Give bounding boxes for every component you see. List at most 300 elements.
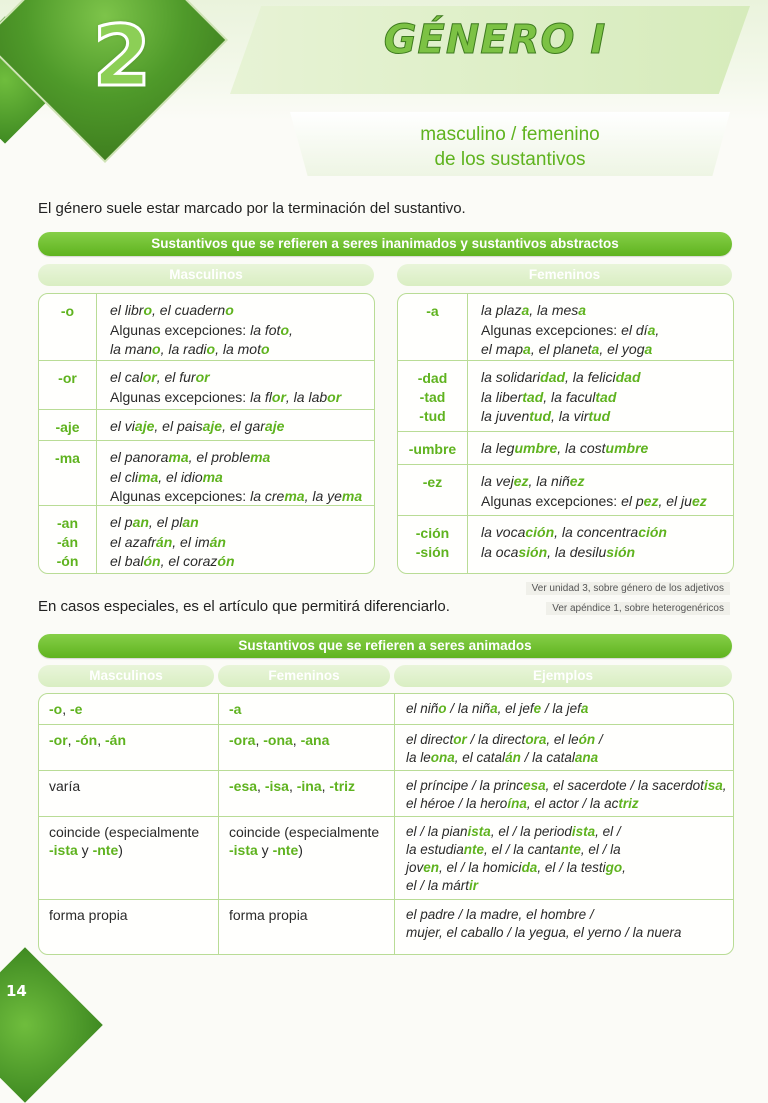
text-segment: , el catal — [454, 750, 506, 765]
text-segment: y — [257, 842, 273, 858]
fem-table — [397, 293, 734, 574]
example-line — [481, 472, 707, 492]
intro-text-2: En casos especiales, es el artículo que permitirá diferenciarlo. — [38, 598, 450, 615]
text-segment: , el / la testi — [537, 860, 606, 875]
masc-ending-cell — [49, 700, 82, 718]
masc-ending-cell — [49, 906, 128, 924]
ending-highlight: dad — [615, 369, 641, 385]
ending-highlight: o — [438, 701, 447, 716]
animate-row — [39, 724, 733, 771]
ending-highlight: o — [152, 341, 161, 357]
ending-highlight: ez — [643, 492, 659, 509]
subtitle-line-1: masculino / femenino — [420, 124, 600, 145]
ending-highlight: -ón — [75, 732, 98, 748]
text-segment: forma propia — [49, 907, 128, 923]
text-segment: , el sacerdote / la sacerdot — [545, 778, 704, 793]
text-segment: , el idio — [158, 468, 203, 485]
fem-ending-cell — [229, 731, 329, 749]
ending-highlight: án — [209, 533, 226, 550]
text-segment: el padre / la madre, el hombre / — [406, 907, 594, 922]
anim-masc-heading: Masculinos — [38, 665, 214, 687]
text-segment: la fot — [250, 321, 281, 338]
cell-line — [229, 777, 355, 795]
text-segment: jov — [406, 860, 424, 875]
cell-line — [406, 700, 588, 718]
ending-highlight: -nte — [92, 842, 119, 858]
ending-highlight: ez — [691, 492, 707, 509]
text-segment: , el le — [546, 732, 579, 747]
ending-highlight: ona — [430, 750, 455, 765]
text-segment: la solidari — [481, 369, 541, 385]
ending-highlight: -ona — [263, 732, 293, 748]
ending-highlight: ma — [168, 449, 189, 465]
text-segment: / la niñ — [446, 701, 491, 716]
examples — [481, 472, 707, 511]
ending-highlight: a — [523, 341, 531, 357]
text-segment: , — [622, 860, 626, 875]
text-segment: el p — [621, 492, 644, 509]
text-segment: , la radi — [160, 341, 207, 357]
example-line — [481, 340, 659, 360]
text-segment: la liber — [481, 388, 523, 405]
suffix-label: -ez — [422, 474, 443, 490]
ending-highlight: aje — [134, 418, 155, 434]
examples — [481, 301, 659, 360]
example-line — [481, 321, 659, 341]
masc-heading: Masculinos — [38, 264, 374, 286]
cell-line — [406, 823, 626, 841]
ending-highlight: -án — [105, 732, 126, 748]
cell-line — [229, 700, 241, 718]
ending-highlight: -e — [70, 701, 83, 717]
text-segment: , — [255, 732, 264, 748]
text-segment: el azafr — [110, 533, 156, 550]
text-segment: el libr — [110, 302, 144, 318]
text-segment: , el proble — [188, 449, 251, 465]
ending-highlight: -or — [49, 732, 68, 748]
ending-highlight: ína — [507, 796, 527, 811]
text-segment: mujer, el caballo / la yegua, el yerno / la nuera — [406, 925, 682, 940]
ending-highlight: -ista — [49, 842, 78, 858]
ending-highlight: umbre — [605, 440, 649, 456]
ending-highlight: -ista — [229, 842, 258, 858]
text-segment: la man — [110, 341, 153, 357]
ending-highlight: ora — [525, 732, 547, 747]
ending-highlight: e — [533, 701, 542, 716]
example-line — [110, 533, 235, 553]
animate-row — [39, 816, 733, 900]
text-segment: , el planet — [530, 341, 592, 357]
ending-highlight: án — [505, 750, 521, 765]
text-segment: / — [595, 732, 603, 747]
ending-highlight: ma — [202, 468, 223, 485]
ending-highlight: a — [644, 341, 653, 357]
fem-ending-cell — [229, 777, 355, 795]
text-segment: forma propia — [229, 907, 308, 923]
text-segment: , el gar — [222, 418, 265, 434]
cell-line — [406, 924, 681, 942]
section-animate-bar: Sustantivos que se refieren a seres animados — [38, 634, 732, 658]
text-segment: el panora — [110, 449, 169, 465]
fem-ending-cell — [229, 823, 379, 859]
example-line — [110, 468, 362, 488]
ending-highlight: o — [280, 321, 290, 338]
ending-highlight: -triz — [329, 778, 356, 794]
ending-highlight: an — [132, 514, 149, 530]
text-segment: , la lab — [285, 388, 328, 405]
text-segment: , — [722, 778, 727, 793]
ending-highlight: ista — [467, 824, 491, 839]
text-segment: , la ye — [304, 488, 342, 504]
example-line — [110, 417, 284, 437]
text-segment: , el pl — [148, 514, 183, 530]
text-segment: la voca — [481, 524, 526, 540]
text-segment: , el actor / la ac — [526, 796, 619, 811]
side-note-adjectives: Ver unidad 3, sobre género de los adjetivos — [526, 582, 730, 595]
examples — [481, 439, 648, 459]
text-segment: , la felici — [565, 369, 616, 385]
text-segment: y — [77, 842, 93, 858]
text-segment: , el / la period — [490, 824, 572, 839]
text-segment: la cre — [250, 488, 285, 504]
cell-line — [406, 731, 603, 749]
suffix-label: -a — [426, 303, 439, 319]
text-segment: Algunas excepciones: — [481, 492, 622, 509]
text-segment: varía — [49, 778, 81, 794]
cell-line — [229, 731, 329, 749]
chapter-number: 2 — [92, 7, 152, 105]
text-segment: , el yog — [599, 341, 645, 357]
animate-table — [38, 693, 734, 955]
ending-highlight: ma — [138, 468, 159, 485]
ending-highlight: isa — [703, 778, 723, 793]
text-segment: el direct — [406, 732, 454, 747]
text-segment: la le — [406, 750, 431, 765]
text-segment: el / la márt — [406, 878, 470, 893]
text-segment: la juven — [481, 408, 530, 424]
ending-highlight: o — [260, 341, 270, 357]
example-line — [110, 340, 293, 360]
text-segment: , la vir — [551, 408, 589, 424]
example-line — [110, 388, 341, 408]
cell-line — [406, 859, 626, 877]
text-segment: / la direct — [466, 732, 526, 747]
suffix-label: -or — [58, 370, 77, 386]
cell-line — [49, 823, 199, 841]
example-cell — [406, 731, 603, 767]
anim-fem-heading: Femeninos — [218, 665, 390, 687]
suffix-label: -aje — [55, 419, 80, 435]
ending-highlight: nte — [560, 842, 581, 857]
fem-row — [398, 431, 733, 465]
ending-highlight: tud — [529, 408, 552, 424]
suffix-label: -o — [60, 303, 75, 319]
cell-line — [406, 749, 603, 767]
masc-table — [38, 293, 375, 574]
text-segment: , — [655, 321, 660, 338]
intro-text-1: El género suele estar marcado por la terminación del sustantivo. — [38, 200, 466, 217]
ending-highlight: or — [453, 732, 467, 747]
example-cell — [406, 906, 681, 942]
text-segment: , la cost — [557, 440, 606, 456]
example-line — [110, 368, 341, 388]
ending-highlight: ista — [571, 824, 596, 839]
ending-highlight: a — [591, 341, 600, 357]
ending-highlight: a — [578, 302, 587, 318]
ending-highlight: tad — [595, 388, 617, 405]
chapter-title: GÉNERO I — [383, 17, 607, 63]
ending-highlight: o — [143, 302, 153, 318]
text-segment: el príncipe / la princ — [406, 778, 524, 793]
text-segment: Algunas excepciones: — [110, 321, 251, 338]
text-segment: , el fur — [156, 369, 196, 385]
text-segment: , la desilu — [547, 543, 607, 560]
ending-highlight: ma — [341, 488, 363, 504]
example-line — [110, 301, 293, 321]
ending-highlight: triz — [618, 796, 639, 811]
ending-highlight: ón — [217, 553, 235, 569]
text-segment: , el ju — [658, 492, 692, 509]
anim-examples-heading: Ejemplos — [394, 665, 732, 687]
text-segment: el cal — [110, 369, 143, 385]
examples — [481, 523, 667, 562]
ending-highlight: a — [647, 321, 656, 338]
text-segment: , la niñ — [528, 473, 570, 489]
example-line — [481, 388, 641, 408]
ending-highlight: ez — [513, 473, 529, 489]
text-segment: / la jef — [541, 701, 581, 716]
cell-line — [406, 795, 726, 813]
example-line — [110, 552, 235, 572]
ending-highlight: -ora — [229, 732, 256, 748]
example-line — [481, 301, 659, 321]
cell-line — [229, 906, 308, 924]
suffix-label: -ción -sión — [415, 525, 450, 560]
cell-line — [49, 731, 126, 749]
suffix-label: -an -án -ón — [56, 515, 79, 569]
ending-highlight: ma — [250, 449, 271, 465]
example-line — [110, 513, 235, 533]
text-segment: , — [321, 778, 330, 794]
text-segment: , — [67, 732, 76, 748]
text-segment: / la catal — [520, 750, 575, 765]
examples — [110, 513, 235, 572]
ending-highlight: -isa — [264, 778, 289, 794]
text-segment: , el jef — [497, 701, 534, 716]
ending-highlight: -nte — [272, 842, 299, 858]
ending-highlight: -ana — [300, 732, 330, 748]
fem-heading: Femeninos — [397, 264, 732, 286]
ending-highlight: go — [605, 860, 623, 875]
animate-row — [39, 899, 733, 955]
text-segment: , — [97, 732, 105, 748]
text-segment: , la facul — [543, 388, 596, 405]
text-segment: , el coraz — [160, 553, 218, 569]
ending-highlight: a — [521, 302, 530, 318]
text-segment: , el / la homici — [439, 860, 522, 875]
ending-highlight: en — [423, 860, 440, 875]
ending-highlight: ma — [284, 488, 305, 504]
text-segment: la plaz — [481, 302, 522, 318]
ending-highlight: -a — [229, 701, 242, 717]
text-segment: , la mot — [215, 341, 261, 357]
ending-highlight: or — [271, 388, 286, 405]
ending-highlight: sión — [606, 543, 636, 560]
ending-highlight: ón — [578, 732, 596, 747]
examples — [110, 301, 293, 360]
ending-highlight: ción — [525, 524, 555, 540]
subtitle-line-2: de los sustantivos — [434, 149, 586, 170]
text-segment: coincide (especialmente — [49, 824, 200, 840]
ending-highlight: ón — [143, 553, 161, 569]
text-segment: coincide (especialmente — [229, 824, 380, 840]
example-cell — [406, 823, 626, 895]
ending-highlight: a — [580, 701, 589, 716]
examples — [110, 368, 341, 407]
ending-highlight: nte — [463, 842, 485, 857]
text-segment: , — [62, 701, 70, 717]
ending-highlight: da — [521, 860, 538, 875]
example-cell — [406, 700, 588, 718]
fem-row — [398, 294, 733, 360]
text-segment: Algunas excepciones: — [481, 321, 622, 338]
ending-highlight: ana — [574, 750, 599, 765]
text-segment: el / la pian — [406, 824, 468, 839]
masc-row — [39, 360, 374, 410]
text-segment: la oca — [481, 543, 519, 560]
text-segment: la vej — [481, 473, 514, 489]
example-line — [110, 321, 293, 341]
ending-highlight: a — [490, 701, 498, 716]
page-corner-diamond — [0, 947, 103, 1103]
masc-ending-cell — [49, 731, 126, 749]
masc-row — [39, 440, 374, 506]
fem-ending-cell — [229, 906, 308, 924]
text-segment: Algunas excepciones: — [110, 388, 251, 405]
animate-row — [39, 694, 733, 724]
ending-highlight: tad — [522, 388, 544, 405]
ending-highlight: sión — [518, 543, 548, 560]
ending-highlight: tud — [588, 408, 611, 424]
example-line — [481, 407, 641, 427]
text-segment: , el cuadern — [152, 302, 226, 318]
cell-line — [406, 777, 726, 795]
section-inanimate-bar: Sustantivos que se refieren a seres inanimados y sustantivos abstractos — [38, 232, 732, 256]
examples — [481, 368, 641, 427]
cell-line — [406, 841, 626, 859]
ending-highlight: -ina — [296, 778, 322, 794]
ending-highlight: ez — [569, 473, 585, 489]
example-line — [481, 368, 641, 388]
text-segment: , el / la — [580, 842, 621, 857]
cell-line — [49, 841, 199, 859]
text-segment: , el / — [595, 824, 621, 839]
ending-highlight: an — [182, 514, 199, 530]
text-segment: ) — [298, 842, 303, 858]
ending-highlight: án — [155, 533, 173, 550]
page-number: 14 — [6, 982, 27, 1000]
text-segment: , el / la canta — [484, 842, 561, 857]
cell-line — [229, 841, 379, 859]
text-segment: , — [289, 321, 293, 338]
text-segment: , — [288, 778, 297, 794]
text-segment: , la mes — [529, 302, 579, 318]
cell-line — [229, 823, 379, 841]
cell-line — [406, 906, 681, 924]
cell-line — [406, 877, 626, 895]
fem-row — [398, 515, 733, 574]
example-line — [481, 523, 667, 543]
text-segment: , — [257, 778, 265, 794]
example-line — [110, 448, 362, 468]
text-segment: el vi — [110, 418, 135, 434]
side-note-appendix: Ver apéndice 1, sobre heterogenéricos — [546, 602, 730, 615]
example-line — [481, 492, 707, 512]
ending-highlight: -o — [49, 701, 63, 717]
ending-highlight: or — [195, 369, 210, 385]
text-segment: el p — [110, 514, 133, 530]
masc-row — [39, 505, 374, 574]
ending-highlight: esa — [523, 778, 546, 793]
ending-highlight: -esa — [229, 778, 258, 794]
text-segment: la fl — [250, 388, 272, 405]
ending-highlight: or — [327, 388, 342, 405]
ending-highlight: umbre — [514, 440, 558, 456]
suffix-label: -ma — [55, 450, 80, 466]
text-segment: Algunas excepciones: — [110, 488, 251, 504]
example-line — [110, 487, 362, 507]
masc-ending-cell — [49, 823, 199, 859]
masc-row — [39, 409, 374, 441]
ending-highlight: or — [142, 369, 157, 385]
ending-highlight: dad — [540, 369, 566, 385]
cell-line — [49, 700, 82, 718]
fem-row — [398, 360, 733, 432]
text-segment: la estudia — [406, 842, 464, 857]
cell-line — [49, 777, 80, 795]
text-segment: el niñ — [406, 701, 439, 716]
example-line — [481, 543, 667, 563]
text-segment: el cli — [110, 468, 139, 485]
text-segment: el dí — [621, 321, 648, 338]
text-segment: , el pais — [154, 418, 203, 434]
ending-highlight: o — [225, 302, 234, 318]
text-segment: ) — [118, 842, 123, 858]
fem-row — [398, 464, 733, 516]
ending-highlight: aje — [264, 418, 285, 434]
text-segment: la leg — [481, 440, 515, 456]
ending-highlight: ción — [638, 524, 667, 540]
examples — [110, 448, 362, 507]
example-cell — [406, 777, 726, 813]
ending-highlight: aje — [202, 418, 223, 434]
ending-highlight: ir — [469, 878, 479, 893]
text-segment: , — [292, 732, 301, 748]
masc-ending-cell — [49, 777, 80, 795]
text-segment: el héroe / la hero — [406, 796, 508, 811]
fem-ending-cell — [229, 700, 241, 718]
text-segment: , la concentra — [554, 524, 639, 540]
text-segment: el map — [481, 341, 524, 357]
example-line — [481, 439, 648, 459]
suffix-label: -dad -tad -tud — [417, 370, 448, 424]
suffix-label: -umbre — [408, 441, 457, 457]
cell-line — [49, 906, 128, 924]
masc-row — [39, 294, 374, 360]
ending-highlight: o — [206, 341, 216, 357]
text-segment: el bal — [110, 553, 144, 569]
text-segment: , el im — [172, 533, 210, 550]
